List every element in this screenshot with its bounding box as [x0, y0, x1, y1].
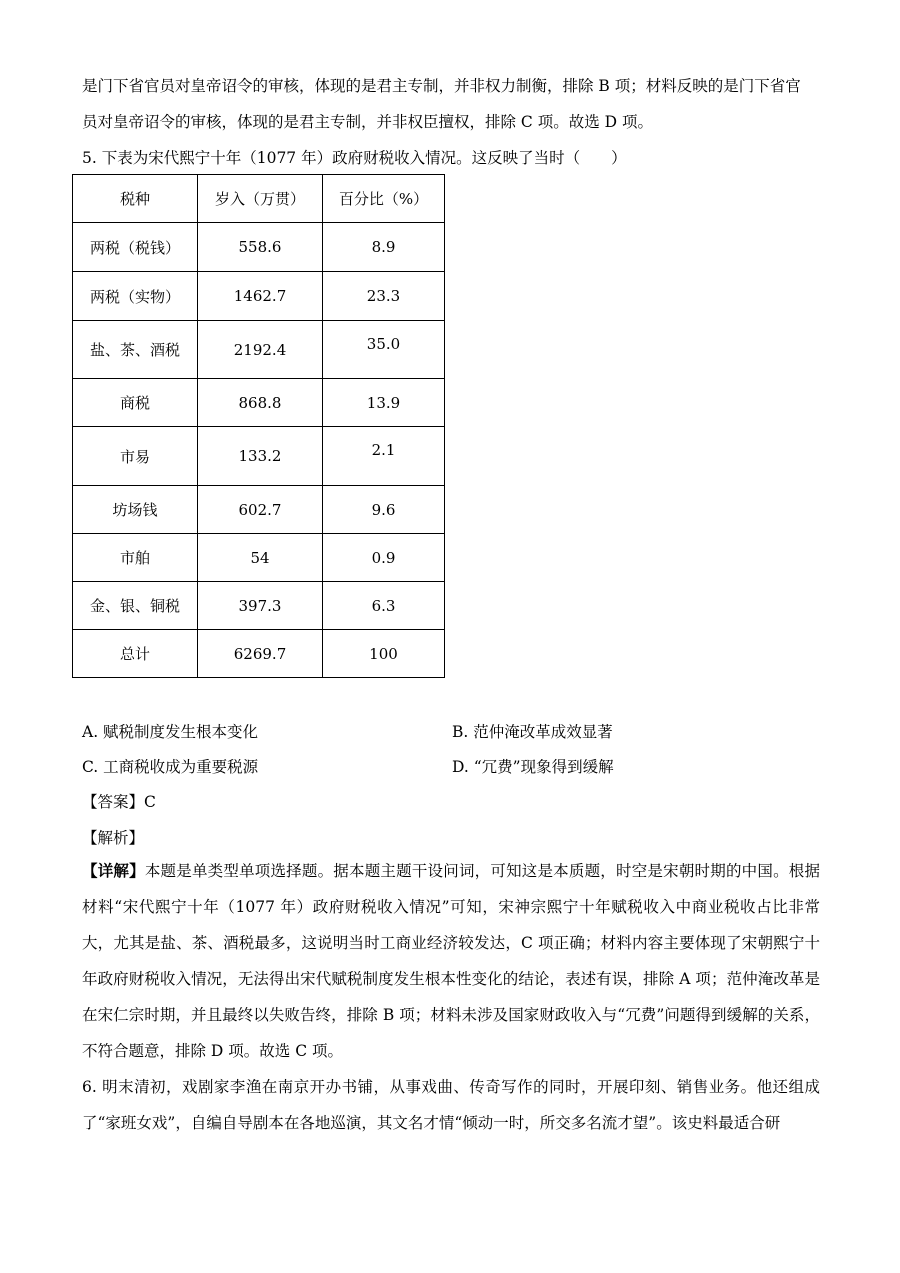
cell-tax-type: 两税（实物） [73, 272, 198, 321]
intro-paragraph [82, 68, 820, 140]
cell-percentage: 13.9 [323, 379, 445, 427]
analysis-label: 【解析】 [82, 829, 145, 847]
question-5-stem: 5. 下表为宋代熙宁十年（1077 年）政府财税收入情况。这反映了当时（ ） [82, 149, 627, 167]
option-b: B. 范仲淹改革成效显著 [452, 723, 613, 741]
cell-revenue: 868.8 [198, 379, 323, 427]
cell-tax-type: 商税 [73, 379, 198, 427]
option-a: A. 赋税制度发生根本变化 [82, 723, 259, 741]
intro-line-1: 是门下省官员对皇帝诏令的审核，体现的是君主专制，并非权力制衡，排除 B 项；材料反映的是门下省官 [82, 77, 801, 95]
cell-percentage: 6.3 [323, 582, 445, 630]
intro-line-2: 员对皇帝诏令的审核，体现的是君主专制，并非权臣擅权，排除 C 项。故选 D 项。 [82, 113, 653, 131]
header-tax-type: 税种 [73, 175, 198, 223]
cell-tax-type: 市舶 [73, 534, 198, 582]
table-row [73, 582, 445, 630]
detail-text: 本题是单类型单项选择题。据本题主题干设问词，可知这是本质题，时空是宋朝时期的中国。根据材料“宋代熙宁十年（1077 年）政府财税收入情况”可知，宋神宗熙宁十年赋税收入中商业税收占比非常大，尤其是盐、茶、酒税最多，这说明当时工商业经济较发达，C 项正确；材料内容主要体现了宋朝熙宁十年政府财税收入情况，无法得出宋代赋税制度发生根本性变化的结论，表述有误，排除 A 项；范仲淹改革是在宋仁宗时期，并且最终以失败告终，排除 B 项；材料未涉及国家财政收入与“冗费”问题得到缓解的关系，不符合题意，排除 D 项。故选 C 项。 [82, 862, 820, 1060]
cell-revenue: 1462.7 [198, 272, 323, 321]
table-row [73, 379, 445, 427]
cell-tax-type: 金、银、铜税 [73, 582, 198, 630]
cell-revenue: 558.6 [198, 223, 323, 272]
table-row [73, 272, 445, 321]
table-row [73, 321, 445, 379]
cell-revenue: 133.2 [198, 427, 323, 486]
detail-label: 【详解】 [82, 861, 145, 880]
cell-tax-type: 坊场钱 [73, 486, 198, 534]
cell-percentage: 8.9 [323, 223, 445, 272]
cell-tax-type: 盐、茶、酒税 [73, 321, 198, 379]
table-row [73, 427, 445, 486]
table-row [73, 223, 445, 272]
cell-percentage: 35.0 [323, 321, 445, 379]
cell-tax-type: 两税（税钱） [73, 223, 198, 272]
cell-percentage: 23.3 [323, 272, 445, 321]
cell-percentage: 100 [323, 630, 445, 678]
answer-line: 【答案】C [82, 793, 156, 811]
question-6-stem: 6. 明末清初，戏剧家李渔在南京开办书铺，从事戏曲、传奇写作的同时，开展印刻、销售业务。他还组成了“家班女戏”，自编自导剧本在各地巡演，其文名才情“倾动一时，所交多名流才望”。该史料最适合研 [82, 1078, 820, 1132]
cell-percentage: 9.6 [323, 486, 445, 534]
table-row [73, 630, 445, 678]
tax-revenue-table [72, 174, 445, 678]
cell-revenue: 2192.4 [198, 321, 323, 379]
cell-percentage: 0.9 [323, 534, 445, 582]
cell-tax-type: 总计 [73, 630, 198, 678]
cell-revenue: 6269.7 [198, 630, 323, 678]
table-header-row [73, 175, 445, 223]
cell-revenue: 602.7 [198, 486, 323, 534]
cell-revenue: 54 [198, 534, 323, 582]
cell-percentage: 2.1 [323, 427, 445, 486]
header-revenue: 岁入（万贯） [198, 175, 323, 223]
detail-paragraph [82, 853, 820, 1069]
table-row [73, 486, 445, 534]
option-c: C. 工商税收成为重要税源 [82, 758, 259, 776]
table-row [73, 534, 445, 582]
header-percentage: 百分比（%） [323, 175, 445, 223]
cell-tax-type: 市易 [73, 427, 198, 486]
cell-revenue: 397.3 [198, 582, 323, 630]
option-d: D. “冗费”现象得到缓解 [452, 758, 614, 776]
